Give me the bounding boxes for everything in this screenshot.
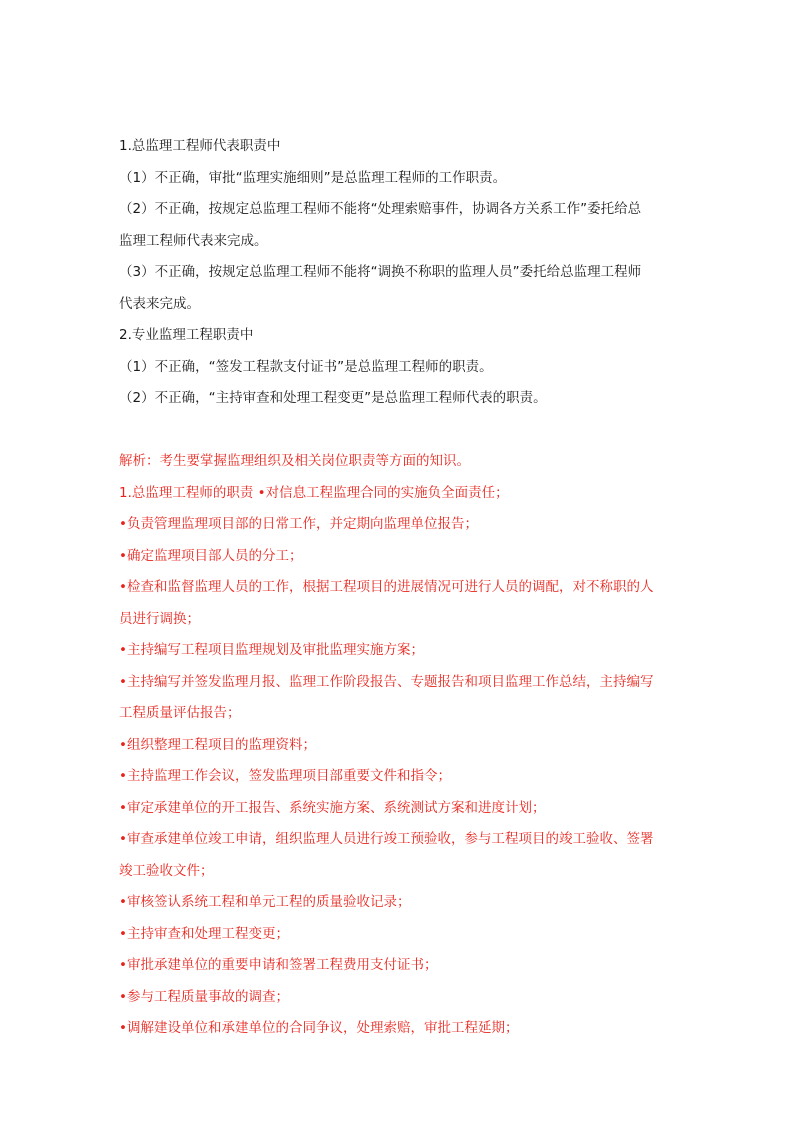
analysis-line: •审核签认系统工程和单元工程的质量验收记录；: [119, 894, 411, 910]
answer-line: （2）不正确，按规定总监理工程师不能将“处理索赔事件，协调各方关系工作”委托给总: [119, 201, 642, 217]
analysis-line: 工程质量评估报告；: [119, 705, 241, 721]
analysis-line: •检查和监督监理人员的工作，根据工程项目的进展情况可进行人员的调配，对不称职的人: [119, 579, 654, 595]
analysis-line: •审查承建单位竣工申请，组织监理人员进行竣工预验收，参与工程项目的竣工验收、签署: [119, 831, 654, 847]
answer-line: （1）不正确，审批“监理实施细则”是总监理工程师的工作职责。: [119, 169, 507, 186]
answer-line: （2）不正确，“主持审查和处理工程变更”是总监理工程师代表的职责。: [119, 390, 547, 406]
section-spacer: [119, 415, 679, 447]
analysis-line: •负责管理监理项目部的日常工作，并定期向监理单位报告；: [119, 516, 478, 532]
analysis-line: •参与工程质量事故的调查；: [119, 988, 289, 1005]
answer-line: （3）不正确，按规定总监理工程师不能将“调换不称职的监理人员”委托给总监理工程师: [119, 264, 642, 280]
analysis-line: •主持编写并签发监理月报、监理工作阶段报告、专题报告和项目监理工作总结，主持编写: [119, 673, 654, 690]
analysis-heading: 1.总监理工程师的职责 •对信息工程监理合同的实施负全面责任；: [119, 484, 509, 501]
answer-heading-1: 1.总监理工程师代表职责中: [119, 138, 281, 154]
answer-section: [119, 131, 679, 415]
analysis-line: •主持审查和处理工程变更；: [119, 925, 289, 942]
answer-heading-2: 2.专业监理工程职责中: [119, 327, 254, 343]
analysis-line: 员进行调换；: [119, 610, 200, 627]
analysis-line: •审定承建单位的开工报告、系统实施方案、系统测试方案和进度计划；: [119, 799, 546, 816]
analysis-line: •调解建设单位和承建单位的合同争议，处理索赔，审批工程延期；: [119, 1020, 519, 1036]
answer-line: 代表来完成。: [119, 295, 200, 312]
analysis-line: •确定监理项目部人员的分工；: [119, 547, 303, 564]
answer-line: （1）不正确，“签发工程款支付证书”是总监理工程师的职责。: [119, 358, 493, 375]
analysis-intro: 解析：考生要掌握监理组织及相关岗位职责等方面的知识。: [119, 453, 470, 469]
analysis-line: •主持监理工作会议，签发监理项目部重要文件和指令；: [119, 768, 451, 784]
analysis-line: 竣工验收文件；: [119, 862, 214, 879]
analysis-line: •审批承建单位的重要申请和签署工程费用支付证书；: [119, 957, 438, 973]
analysis-line: •组织整理工程项目的监理资料；: [119, 736, 316, 753]
analysis-line: •主持编写工程项目监理规划及审批监理实施方案；: [119, 642, 424, 658]
analysis-section: [119, 446, 679, 1045]
answer-line: 监理工程师代表来完成。: [119, 232, 268, 249]
document-page: [119, 131, 679, 1045]
